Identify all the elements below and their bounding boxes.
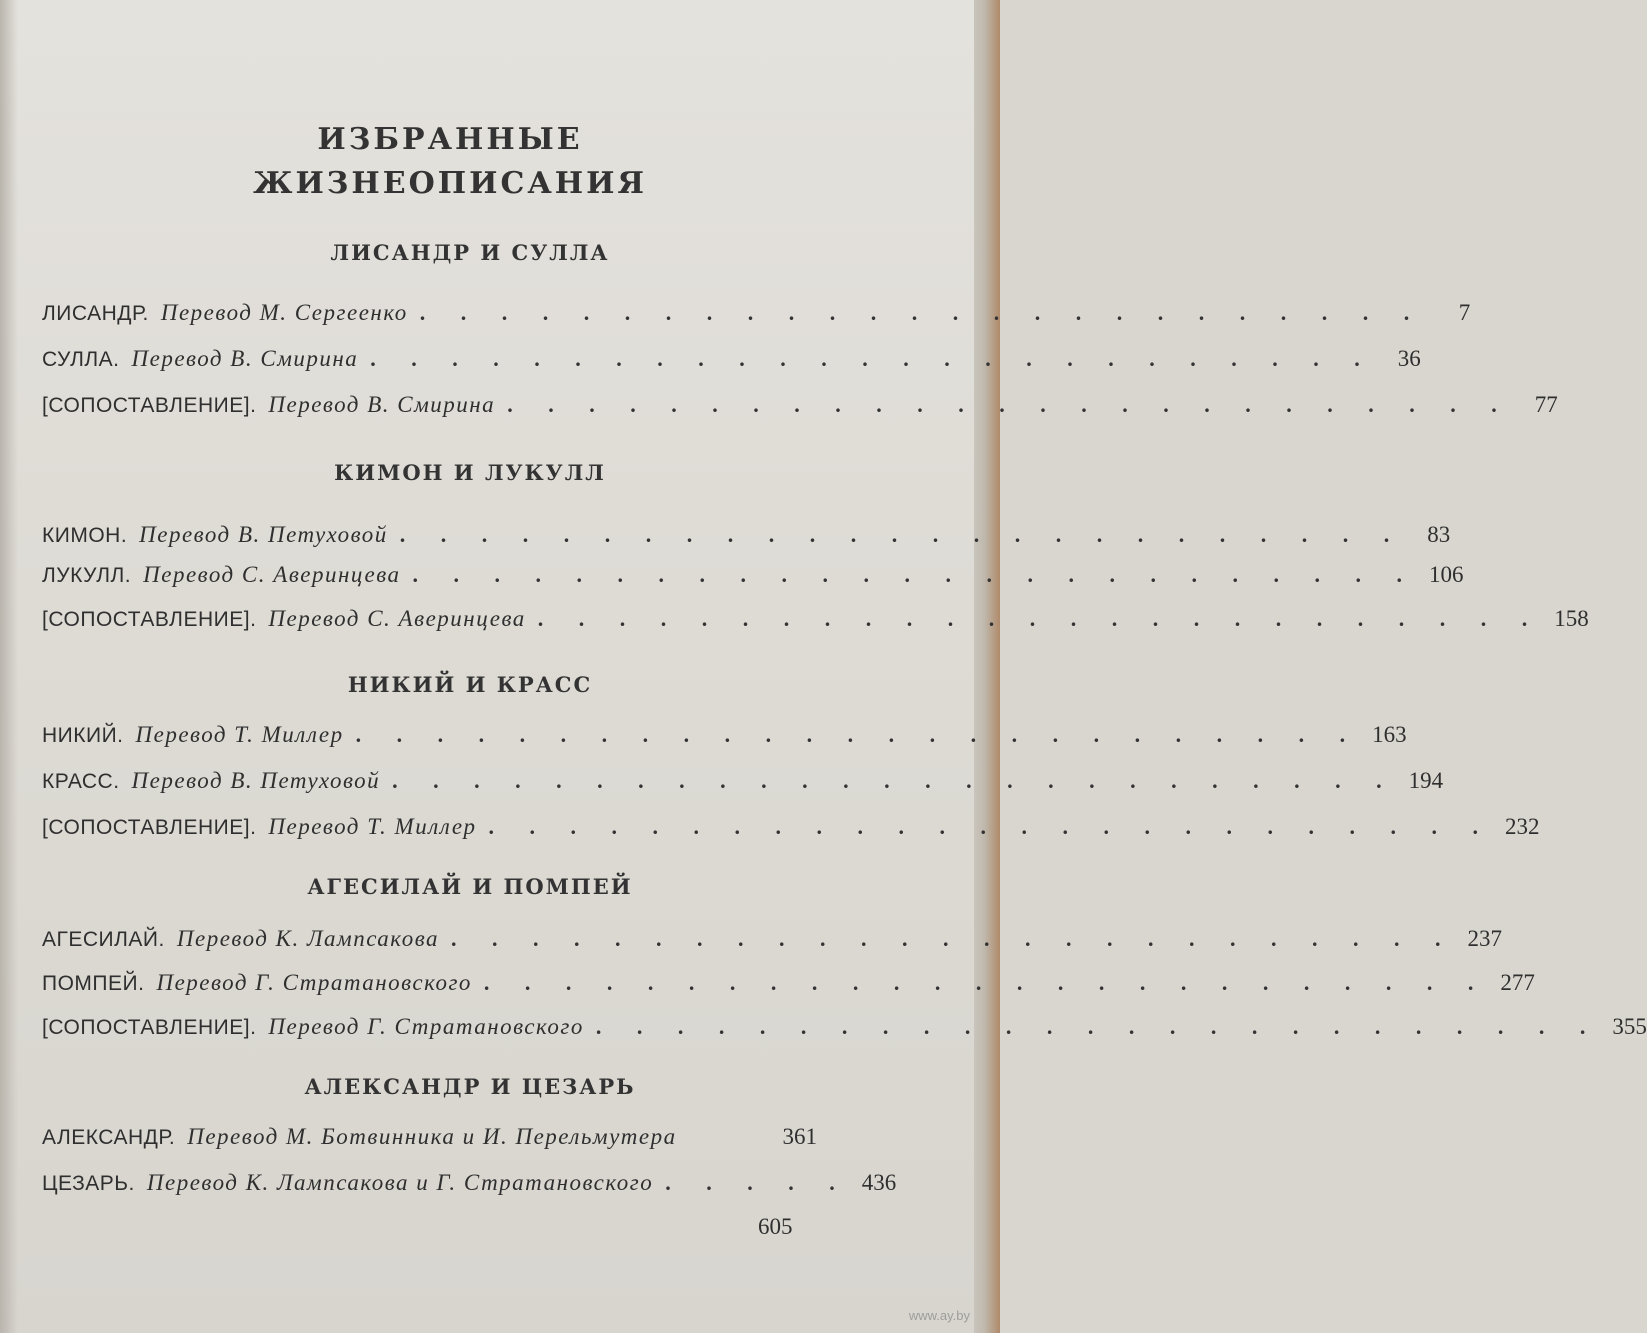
entry-translator: Перевод Т. Миллер <box>135 722 344 747</box>
entry-name: АГЕСИЛАЙ. <box>42 928 165 951</box>
entry-page-number: 106 <box>1429 562 1464 587</box>
toc-entry <box>42 1124 817 1158</box>
entry-page-number: 237 <box>1467 926 1503 951</box>
leader-dots: . . . . . . . . . . . . . . . . . . . . . . . . . <box>595 1014 1601 1039</box>
entry-page-number: 232 <box>1505 814 1540 839</box>
entry-translator: Перевод С. Аверинцева <box>268 606 526 631</box>
leader-dots: . . . . . . . . . . . . . . . . . . . . . . . . . <box>392 768 1397 793</box>
entry-page-number: 77 <box>1534 392 1558 417</box>
entry-page-number: 158 <box>1554 606 1589 631</box>
leader-dots: . . . . . . . . . . . . . . . . . . . . . . . . . <box>483 970 1489 995</box>
section-title: КИМОН И ЛУКУЛЛ <box>334 460 606 485</box>
toc-entry <box>42 1014 1647 1048</box>
entry-translator: Перевод В. Петуховой <box>131 768 381 793</box>
entry-name: АЛЕКСАНДР. <box>42 1126 176 1149</box>
entry-name: ЛИСАНДР. <box>42 302 149 325</box>
entry-name: ЛУКУЛЛ. <box>42 564 132 587</box>
toc-entry <box>42 346 1421 380</box>
entry-translator: Перевод Г. Стратановского <box>156 970 472 995</box>
entry-name: КИМОН. <box>42 524 128 547</box>
toc-entry <box>42 1170 897 1204</box>
toc-entry <box>42 814 1540 848</box>
entry-name: ПОМПЕЙ. <box>42 972 145 995</box>
entry-page-number: 163 <box>1372 722 1407 747</box>
section-title: АЛЕКСАНДР И ЦЕЗАРЬ <box>304 1074 636 1099</box>
entry-page-number: 355 <box>1612 1014 1647 1039</box>
page-gutter-shadow <box>0 0 18 1333</box>
section-title: АГЕСИЛАЙ И ПОМПЕЙ <box>307 874 633 899</box>
entry-translator: Перевод М. Сергеенко <box>160 300 408 325</box>
entry-translator: Перевод К. Лампсакова и Г. Стратановского <box>146 1170 654 1195</box>
entry-translator: Перевод Т. Миллер <box>268 814 477 839</box>
leader-dots: . . . . . . . . . . . . . . . . . . . . . . . . . <box>355 722 1361 747</box>
toc-entry <box>42 562 1464 596</box>
toc-entry <box>42 606 1589 640</box>
page-folio-number: 605 <box>758 1214 793 1239</box>
entry-page-number: 277 <box>1500 970 1535 995</box>
leader-dots: . . . . . . . . . . . . . . . . . . . . . . . . . <box>488 814 1494 839</box>
toc-entry <box>42 392 1558 426</box>
entry-name: КРАСС. <box>42 770 120 793</box>
toc-entry <box>42 522 1451 556</box>
section-title: ЛИСАНДР И СУЛЛА <box>330 240 610 265</box>
leader-dots: . . . . . . . . . . . . . . . . . . . . . . . . . <box>419 300 1425 325</box>
toc-entry <box>42 722 1407 756</box>
leader-dots: . . . . . . . . . . . . . . . . . . . . . . . . . <box>412 562 1418 587</box>
entry-name: [СОПОСТАВЛЕНИЕ]. <box>42 608 257 631</box>
leader-dots: . . . . . <box>665 1170 850 1195</box>
toc-entry <box>42 970 1535 1004</box>
book-title-line-1: ИЗБРАННЫЕ <box>317 122 583 157</box>
leader-dots: . . . . . . . . . . . . . . . . . . . . . . . . . <box>537 606 1543 631</box>
toc-entry <box>42 926 1503 960</box>
entry-translator: Перевод С. Аверинцева <box>143 562 401 587</box>
entry-name: СУЛЛА. <box>42 348 120 371</box>
leader-dots: . . . . . . . . . . . . . . . . . . . . . . . . . <box>399 522 1405 547</box>
entry-page-number: 7 <box>1458 300 1471 325</box>
entry-page-number: 83 <box>1427 522 1451 547</box>
entry-page-number: 194 <box>1408 768 1444 793</box>
entry-translator: Перевод В. Смирина <box>268 392 496 417</box>
entry-page-number: 36 <box>1397 346 1421 371</box>
entry-translator: Перевод К. Лампсакова <box>176 926 440 951</box>
entry-translator: Перевод Г. Стратановского <box>268 1014 584 1039</box>
toc-entry <box>42 300 1471 334</box>
leader-dots: . . . . . . . . . . . . . . . . . . . . . . . . . <box>370 346 1375 371</box>
entry-translator: Перевод В. Петуховой <box>139 522 388 547</box>
entry-page-number: 436 <box>861 1170 897 1195</box>
toc-entry <box>42 768 1444 802</box>
book-title <box>200 118 700 206</box>
entry-page-number: 361 <box>782 1124 817 1149</box>
leader-dots: . . . . . . . . . . . . . . . . . . . . . . . . . <box>451 926 1456 951</box>
entry-name: [СОПОСТАВЛЕНИЕ]. <box>42 394 257 417</box>
entry-name: НИКИЙ. <box>42 724 124 747</box>
entry-name: [СОПОСТАВЛЕНИЕ]. <box>42 816 257 839</box>
leader-dots: . . . . . . . . . . . . . . . . . . . . . . . . . <box>507 392 1512 417</box>
entry-translator: Перевод В. Смирина <box>131 346 359 371</box>
watermark: www.ay.by <box>908 1308 970 1323</box>
page-edge <box>974 0 1000 1333</box>
entry-translator: Перевод М. Ботвинника и И. Перельмутера <box>187 1124 677 1149</box>
entry-name: [СОПОСТАВЛЕНИЕ]. <box>42 1016 257 1039</box>
book-title-line-2: ЖИЗНЕОПИСАНИЯ <box>253 166 647 201</box>
section-title: НИКИЙ И КРАСС <box>347 672 593 697</box>
entry-name: ЦЕЗАРЬ. <box>42 1172 135 1195</box>
